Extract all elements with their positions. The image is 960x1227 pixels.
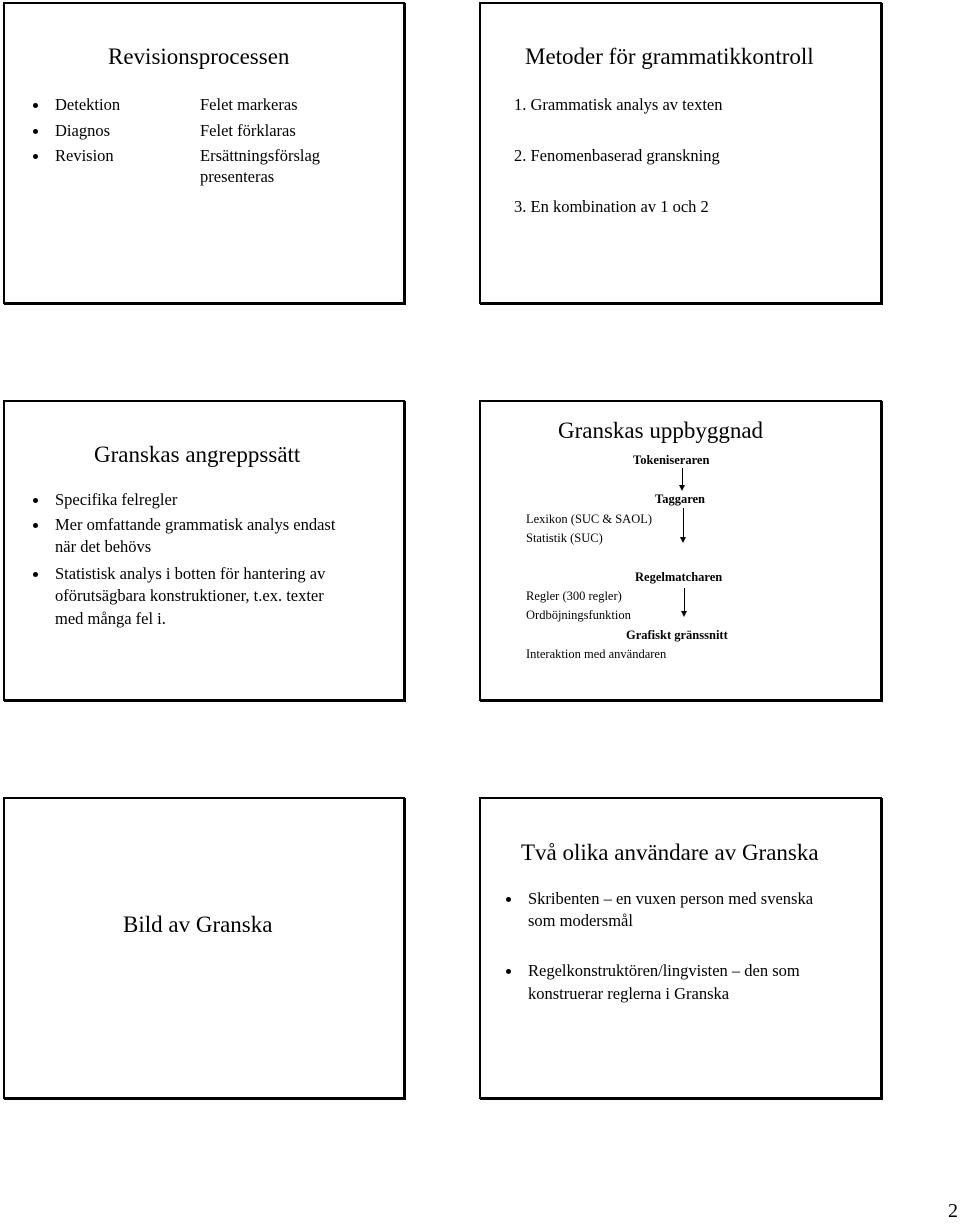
note-ordbojning: Ordböjningsfunktion [526,608,631,622]
stage-grafiskt-granssnitt: Grafiskt gränssnitt [626,628,728,642]
slide-tva-anvandare [479,797,882,1099]
list-item: 3. En kombination av 1 och 2 [514,197,709,216]
slide-revisionsprocessen [3,2,405,304]
slide-uppbyggnad [479,400,882,701]
list-item-continued: oförutsägbara konstruktioner, t.ex. texter [55,586,324,605]
list-item: Mer omfattande grammatisk analys endast [55,513,335,538]
list-item: Statistisk analys i botten för hantering av [55,562,325,587]
slide-title: Granskas uppbyggnad [558,418,764,443]
stage-regelmatcharen: Regelmatcharen [635,570,723,584]
list-item: Specifika felregler [55,488,177,513]
note-lexikon: Lexikon (SUC & SAOL) [526,512,653,526]
arrow-down-icon [682,468,683,486]
note-statistik: Statistik (SUC) [526,531,603,545]
list-item: Regelkonstruktören/lingvisten – den som [528,959,800,984]
list-item: 2. Fenomenbaserad granskning [514,146,720,165]
list-item-desc: Ersättningsförslag [200,146,321,165]
list-item-desc-continued: presenteras [200,167,275,186]
arrow-down-icon [683,508,684,538]
stage-tokeniseraren: Tokeniseraren [633,453,710,467]
stage-taggaren: Taggaren [655,492,706,506]
list-item-term: Diagnos [55,119,110,144]
list-item-term: Detektion [55,93,120,118]
note-interaktion: Interaktion med användaren [526,647,667,661]
slide-metoder [479,2,882,304]
slide-title: Bild av Granska [123,912,273,937]
list-item: 1. Grammatisk analys av texten [514,95,723,114]
note-regler: Regler (300 regler) [526,589,622,603]
slide-angreppssatt [3,400,405,701]
slide-title: Revisionsprocessen [108,44,290,69]
list-item-continued: med många fel i. [55,609,166,628]
list-item: Skribenten – en vuxen person med svenska [528,887,813,912]
list-item-desc: Felet förklaras [200,121,296,140]
list-item-continued: när det behövs [55,537,152,556]
list-item-continued: som modersmål [528,911,633,930]
slide-title: Metoder för grammatikkontroll [525,44,814,69]
list-item-term: Revision [55,144,114,169]
list-item-continued: konstruerar reglerna i Granska [528,984,730,1003]
slide-title: Granskas angreppssätt [94,442,301,467]
slide-title: Två olika användare av Granska [521,840,819,865]
page-number: 2 [948,1200,958,1222]
arrow-down-icon [684,588,685,612]
list-item-desc: Felet markeras [200,95,298,114]
slide-bild-av-granska [3,797,405,1099]
